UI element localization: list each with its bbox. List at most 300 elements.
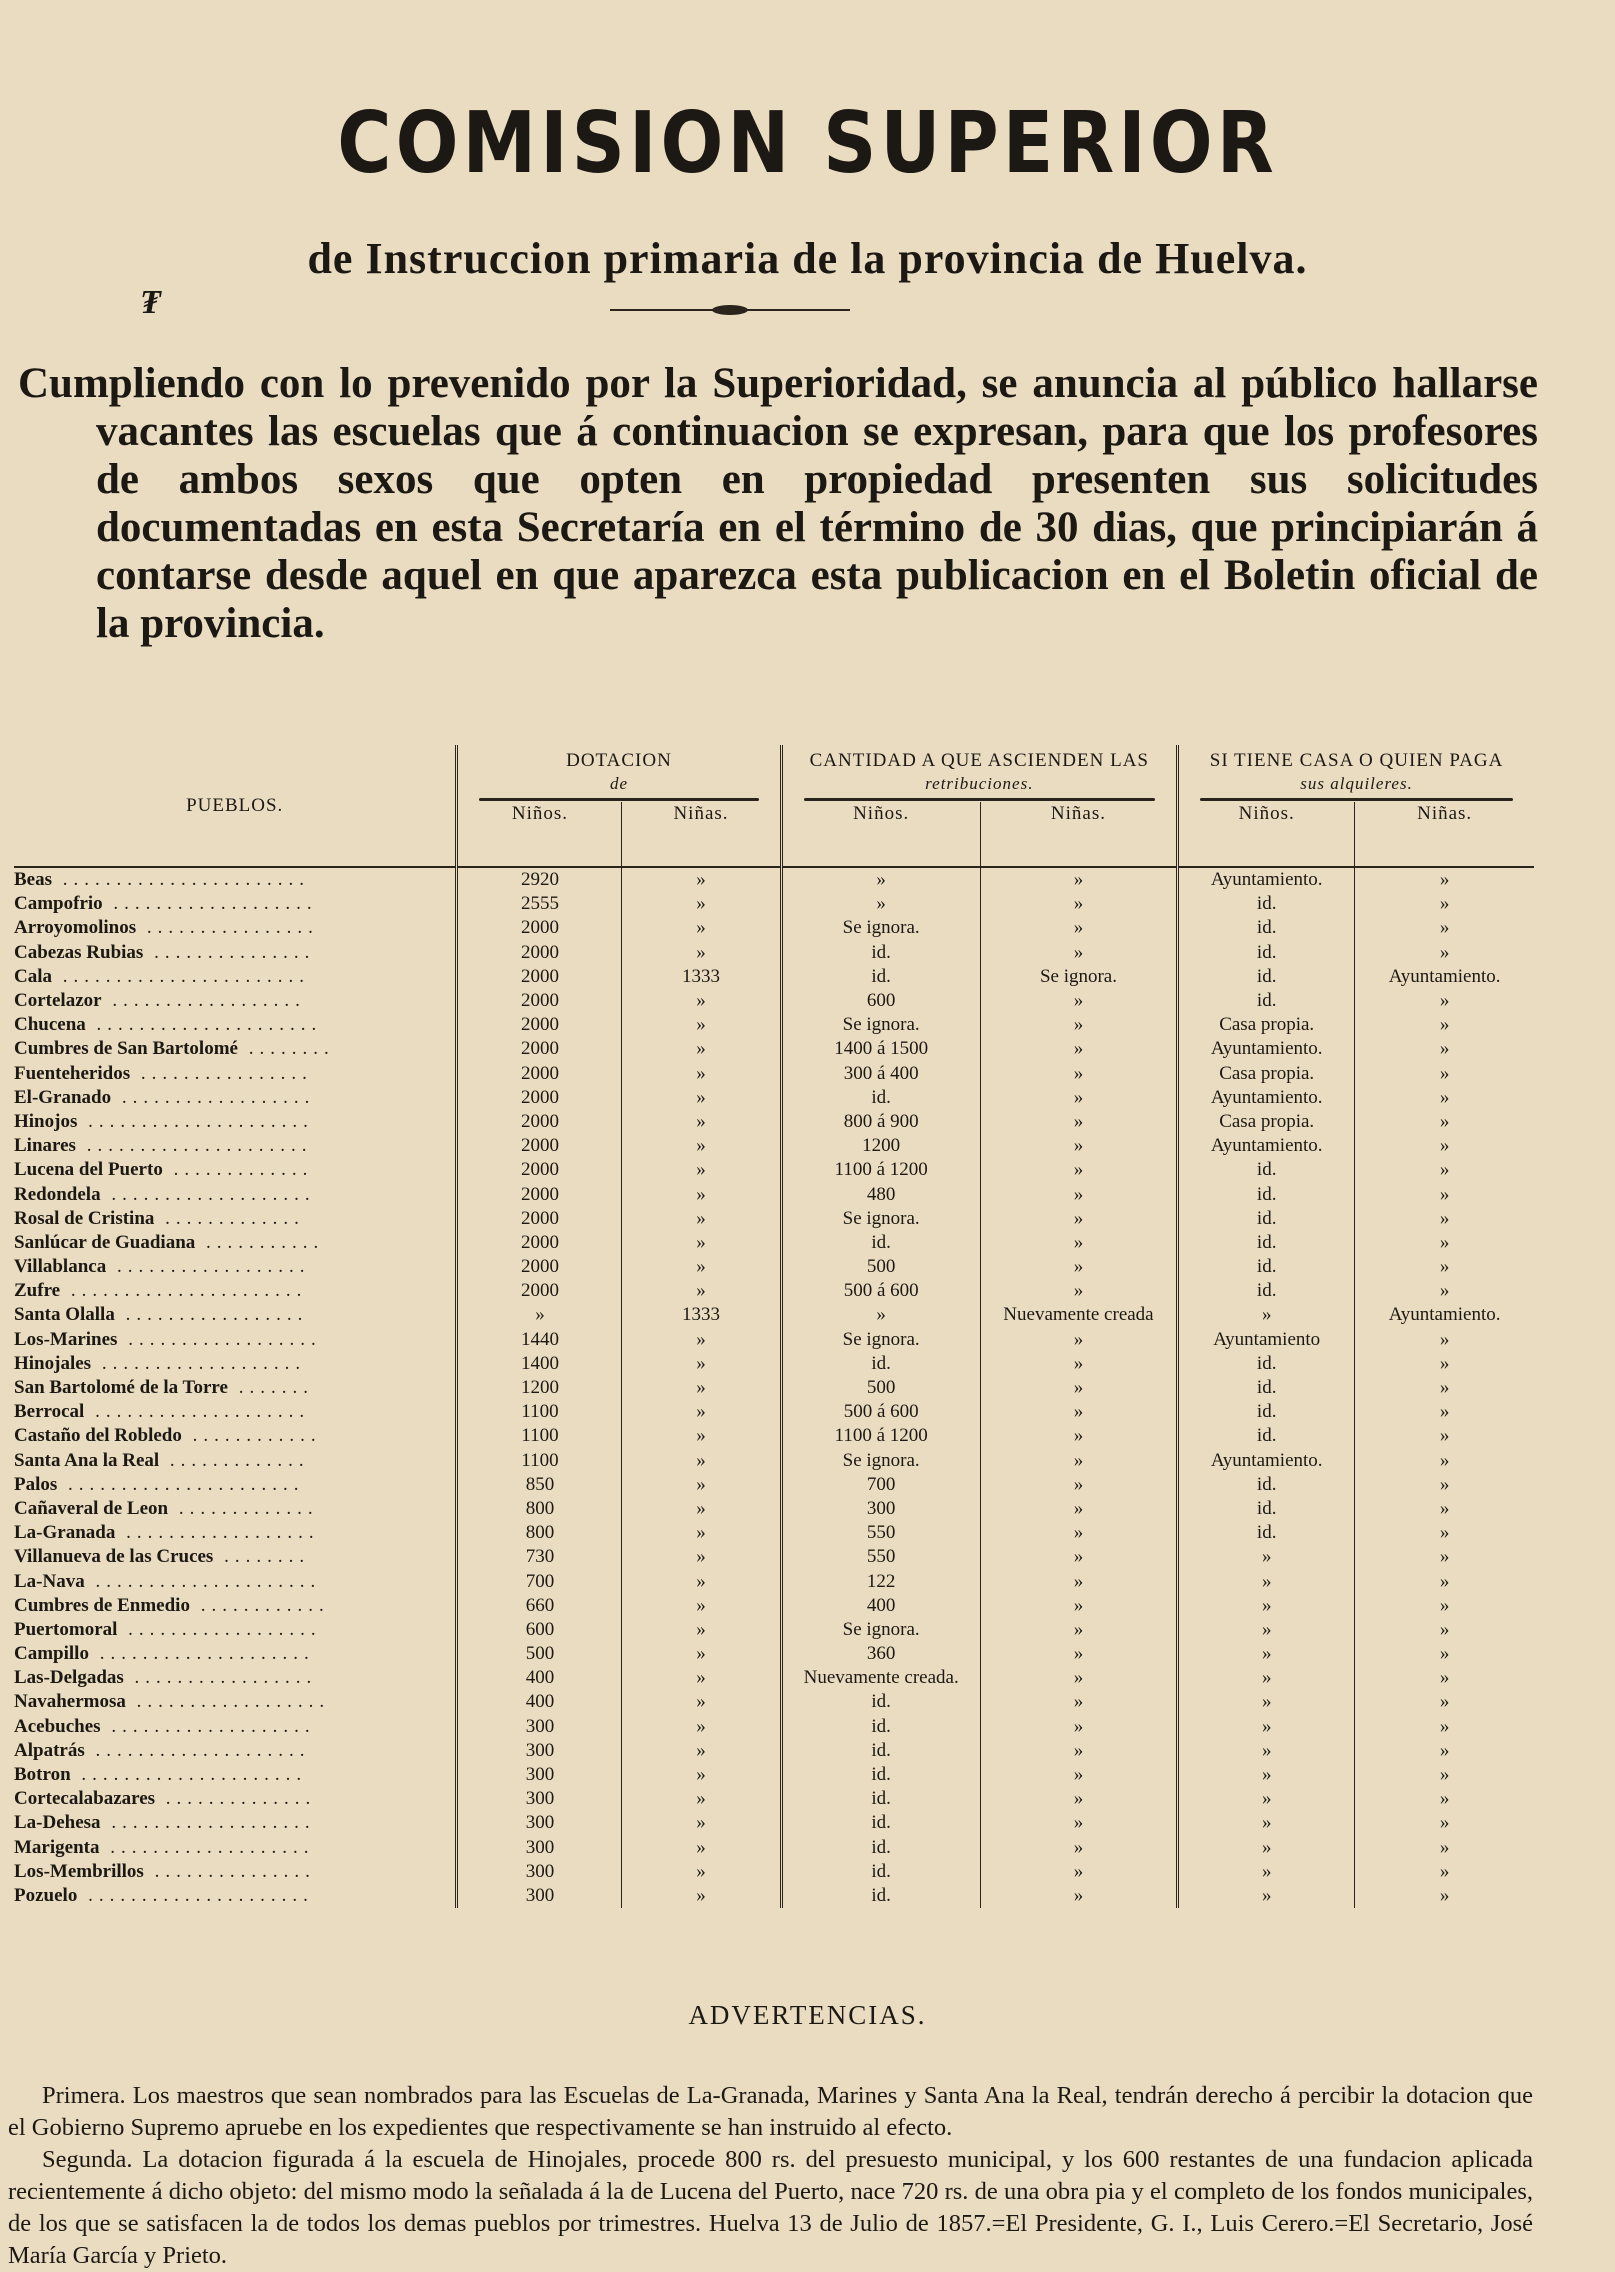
table-row [14, 1618, 1534, 1642]
pueblo-label: Palos [14, 1473, 58, 1495]
cell-pueblo-name [14, 1497, 457, 1521]
cell-cantidad-ninos: 122 [781, 1569, 980, 1593]
header-dotacion-sub: de [609, 774, 628, 793]
cell-casa-ninas: » [1439, 1159, 1450, 1181]
header-dotacion-rule [479, 798, 758, 801]
pueblo-label: Arroyomolinos [14, 917, 137, 939]
cell-casa-ninas: » [1439, 1352, 1450, 1374]
cell-cantidad-ninas: » [980, 1618, 1177, 1642]
cell-cantidad-ninas: » [980, 1231, 1177, 1255]
cell-pueblo-name [14, 1376, 457, 1400]
cell-casa-ninas: Ayuntamiento. [1388, 965, 1501, 987]
table-row [14, 1763, 1534, 1787]
cell-pueblo-name [14, 1836, 457, 1860]
table-row [14, 1207, 1534, 1231]
cell-cantidad-ninas: » [980, 1207, 1177, 1231]
cell-dotacion-ninos: 850 [457, 1473, 622, 1497]
header-casa-sub: sus alquileres. [1300, 774, 1413, 793]
cell-cantidad-ninos: id. [781, 1739, 980, 1763]
cell-cantidad-ninas: » [980, 1690, 1177, 1714]
cell-casa-ninas: » [1439, 1836, 1450, 1858]
cell-casa-ninos: id. [1178, 1182, 1355, 1206]
cell-pueblo-name [14, 1642, 457, 1666]
cell-pueblo-name [14, 1811, 457, 1835]
leader-dots: .................. [117, 1328, 322, 1350]
cell-cantidad-ninos: 500 á 600 [781, 1279, 980, 1303]
cell-dotacion-ninos: 400 [457, 1666, 622, 1690]
cell-casa-ninas: » [1439, 941, 1450, 963]
cell-pueblo-name [14, 1860, 457, 1884]
leader-dots: ............. [154, 1207, 305, 1229]
cell-dotacion-ninos: 1100 [457, 1400, 622, 1424]
table-row [14, 1497, 1534, 1521]
cell-cantidad-ninas: » [980, 1763, 1177, 1787]
cell-cantidad-ninas: » [980, 1715, 1177, 1739]
cell-casa-ninos: Ayuntamiento. [1178, 1449, 1355, 1473]
leader-dots: ........ [213, 1546, 311, 1568]
advertencia-segunda: Segunda. La dotacion figurada á la escuela de Hinojales, procede 800 rs. del presuesto municipal, y los 600 restantes de una fundacion aplicada recientemente á dicho objeto: del mismo modo la señalada á la de Lucena del Puerto, nace 720 rs. de una obra pia y el completo de los fondos municipales, de los que se satisfacen la de todos los demas pueblos por trimestres. Huelva 13 de Julio de 1857.=El Presidente, G. I., Luis Cerero.=El Secretario, José María García y Prieto. [8, 2146, 1533, 2269]
cell-pueblo-name [14, 1182, 457, 1206]
cell-casa-ninos: » [1178, 1739, 1355, 1763]
cell-casa-ninos: Casa propia. [1178, 1110, 1355, 1134]
cell-cantidad-ninos: id. [781, 1763, 980, 1787]
header-dotacion-title: DOTACION [566, 750, 672, 771]
cell-cantidad-ninos: id. [781, 965, 980, 989]
cell-cantidad-ninas: » [980, 1811, 1177, 1835]
cell-dotacion-ninos: 730 [457, 1545, 622, 1569]
cell-cantidad-ninas: » [980, 1545, 1177, 1569]
cell-dotacion-ninos: 1100 [457, 1449, 622, 1473]
leader-dots: ................... [99, 1836, 315, 1858]
cell-pueblo-name [14, 916, 457, 940]
cell-cantidad-ninos: 700 [781, 1473, 980, 1497]
cell-pueblo-name [14, 1618, 457, 1642]
cell-casa-ninas: » [1439, 1860, 1450, 1882]
cell-dotacion-ninas: » [622, 1666, 781, 1690]
cell-pueblo-name [14, 1207, 457, 1231]
leader-dots: .................. [125, 1691, 331, 1713]
cell-cantidad-ninos: 500 á 600 [781, 1400, 980, 1424]
cell-cantidad-ninas: » [980, 1424, 1177, 1448]
leader-dots: ............. [159, 1449, 310, 1471]
leader-dots: .............. [155, 1788, 317, 1810]
cell-pueblo-name [14, 965, 457, 989]
cell-cantidad-ninos: 1100 á 1200 [781, 1158, 980, 1182]
leader-dots: .................. [115, 1522, 320, 1544]
cell-cantidad-ninos: 1200 [781, 1134, 980, 1158]
leader-dots: ............. [162, 1159, 314, 1181]
cell-cantidad-ninas: » [980, 1884, 1177, 1908]
cell-dotacion-ninos: 2000 [457, 1207, 622, 1231]
cell-casa-ninos: id. [1178, 1376, 1355, 1400]
leader-dots: ........ [237, 1038, 335, 1060]
cell-cantidad-ninas: » [980, 1352, 1177, 1376]
cell-casa-ninas: » [1439, 1207, 1450, 1229]
cell-cantidad-ninos: 480 [781, 1182, 980, 1206]
cell-dotacion-ninos: 2000 [457, 1255, 622, 1279]
cell-dotacion-ninos: 300 [457, 1860, 622, 1884]
pueblo-label: Sanlúcar de Guadiana [14, 1231, 196, 1253]
cell-casa-ninos: » [1178, 1545, 1355, 1569]
cell-cantidad-ninos: » [781, 867, 980, 892]
col-cantidad-ninos: Niños. [781, 802, 980, 867]
cell-casa-ninas: » [1439, 1522, 1450, 1544]
cell-cantidad-ninas: » [980, 1279, 1177, 1303]
cell-dotacion-ninas: » [622, 1424, 781, 1448]
pueblo-label: Beas [14, 869, 52, 891]
table-row [14, 1158, 1534, 1182]
cell-casa-ninos: id. [1178, 989, 1355, 1013]
table-row [14, 1811, 1534, 1835]
header-casa [1178, 745, 1534, 802]
ink-mark: ₮ [140, 282, 161, 322]
cell-casa-ninos: » [1178, 1811, 1355, 1835]
cell-casa-ninos: » [1178, 1860, 1355, 1884]
cell-pueblo-name [14, 1666, 457, 1690]
table-row [14, 1037, 1534, 1061]
cell-dotacion-ninos: 300 [457, 1884, 622, 1908]
cell-cantidad-ninos: Se ignora. [781, 1449, 980, 1473]
table-row [14, 1279, 1534, 1303]
table-row [14, 1884, 1534, 1908]
pueblo-label: Los-Membrillos [14, 1860, 144, 1882]
cell-dotacion-ninos: 2000 [457, 1231, 622, 1255]
cell-dotacion-ninas: » [622, 916, 781, 940]
cell-dotacion-ninas: » [622, 1618, 781, 1642]
cell-cantidad-ninas: » [980, 867, 1177, 892]
cell-casa-ninas: » [1439, 1618, 1450, 1640]
cell-dotacion-ninas: » [622, 1182, 781, 1206]
cell-dotacion-ninas: » [622, 892, 781, 916]
page-subtitle: de Instruccion primaria de la provincia de Huelva. [307, 234, 1308, 283]
pueblo-label: Acebuches [14, 1715, 101, 1737]
cell-pueblo-name [14, 1231, 457, 1255]
intro-paragraph [18, 360, 1538, 648]
table-row [14, 1062, 1534, 1086]
cell-pueblo-name [14, 1328, 457, 1352]
cell-cantidad-ninas: » [980, 1328, 1177, 1352]
header-pueblos: PUEBLOS. [14, 745, 457, 867]
leader-dots: ....................... [52, 965, 310, 987]
cell-dotacion-ninos: 1440 [457, 1328, 622, 1352]
table-row [14, 1473, 1534, 1497]
leader-dots: .................... [84, 1401, 311, 1423]
cell-dotacion-ninos: 2000 [457, 1158, 622, 1182]
cell-dotacion-ninas: » [622, 1497, 781, 1521]
cell-cantidad-ninas: » [980, 1521, 1177, 1545]
cell-cantidad-ninos: » [781, 1303, 980, 1327]
cell-pueblo-name [14, 1690, 457, 1714]
cell-cantidad-ninos: id. [781, 1086, 980, 1110]
cell-dotacion-ninas: » [622, 941, 781, 965]
cell-cantidad-ninas: » [980, 1013, 1177, 1037]
cell-cantidad-ninos: » [781, 892, 980, 916]
cell-dotacion-ninos: 800 [457, 1521, 622, 1545]
cell-dotacion-ninos: 2000 [457, 1279, 622, 1303]
cell-cantidad-ninos: id. [781, 1690, 980, 1714]
pueblo-label: Puertomoral [14, 1618, 118, 1640]
cell-casa-ninos: id. [1178, 916, 1355, 940]
cell-casa-ninos: » [1178, 1836, 1355, 1860]
cell-casa-ninas: » [1439, 1377, 1450, 1399]
cell-casa-ninas: » [1439, 1764, 1450, 1786]
pueblo-label: Las-Delgadas [14, 1667, 124, 1689]
table-row [14, 1739, 1534, 1763]
cell-cantidad-ninos: id. [781, 941, 980, 965]
pueblo-label: Rosal de Cristina [14, 1207, 155, 1229]
cell-cantidad-ninas: Nuevamente creada [980, 1303, 1177, 1327]
cell-dotacion-ninas: » [622, 1231, 781, 1255]
advertencia-primera: Primera. Los maestros que sean nombrados para las Escuelas de La-Granada, Marines y Santa Ana la Real, tendrán derecho á percibir la dotacion que el Gobierno Supremo apruebe en los expedientes que respectivamente se han instruido al efecto. [8, 2082, 1533, 2141]
leader-dots: ................... [100, 1715, 316, 1737]
pueblo-label: Villablanca [14, 1256, 107, 1278]
table-row [14, 1255, 1534, 1279]
table-row [14, 1569, 1534, 1593]
table-row [14, 941, 1534, 965]
cell-dotacion-ninas: » [622, 1328, 781, 1352]
cell-casa-ninos: id. [1178, 1473, 1355, 1497]
cell-dotacion-ninas: » [622, 1255, 781, 1279]
cell-casa-ninas: » [1439, 1812, 1450, 1834]
pueblo-label: Villanueva de las Cruces [14, 1546, 214, 1568]
cell-dotacion-ninos: 2000 [457, 941, 622, 965]
cell-dotacion-ninos: 2000 [457, 1037, 622, 1061]
cell-dotacion-ninas: » [622, 1521, 781, 1545]
table-row [14, 1013, 1534, 1037]
table-row [14, 1134, 1534, 1158]
col-casa-ninas: Niñas. [1355, 802, 1534, 867]
cell-dotacion-ninas: » [622, 1884, 781, 1908]
cell-casa-ninas: » [1439, 1473, 1450, 1495]
cell-casa-ninas: » [1439, 1594, 1450, 1616]
cell-cantidad-ninas: » [980, 1449, 1177, 1473]
leader-dots: .................. [101, 990, 306, 1012]
cell-casa-ninos: id. [1178, 941, 1355, 965]
cell-cantidad-ninas: » [980, 941, 1177, 965]
cell-cantidad-ninos: id. [781, 1352, 980, 1376]
cell-dotacion-ninas: » [622, 1110, 781, 1134]
cell-dotacion-ninas: » [622, 1690, 781, 1714]
cell-dotacion-ninas: 1333 [622, 1303, 781, 1327]
cell-cantidad-ninos: id. [781, 1715, 980, 1739]
pueblo-label: Redondela [14, 1183, 101, 1205]
cell-cantidad-ninos: 500 [781, 1255, 980, 1279]
cell-casa-ninos: id. [1178, 965, 1355, 989]
cell-casa-ninas: » [1439, 990, 1450, 1012]
cell-casa-ninas: » [1439, 1328, 1450, 1350]
cell-casa-ninas: » [1439, 1401, 1450, 1423]
cell-dotacion-ninos: 300 [457, 1763, 622, 1787]
leader-dots: ................. [123, 1667, 318, 1689]
cell-pueblo-name [14, 1037, 457, 1061]
cell-casa-ninas: » [1439, 1643, 1450, 1665]
cell-pueblo-name [14, 892, 457, 916]
cell-casa-ninas: » [1439, 1280, 1450, 1302]
leader-dots: .................. [117, 1618, 322, 1640]
cell-casa-ninos: Ayuntamiento. [1178, 867, 1355, 892]
table-row [14, 1400, 1534, 1424]
cell-cantidad-ninos: 800 á 900 [781, 1110, 980, 1134]
cell-pueblo-name [14, 1884, 457, 1908]
cell-dotacion-ninos: 2000 [457, 916, 622, 940]
advertencias-body [8, 2080, 1533, 2272]
cell-casa-ninas: » [1439, 1546, 1450, 1568]
cell-dotacion-ninas: » [622, 1207, 781, 1231]
cell-casa-ninos: Ayuntamiento [1178, 1328, 1355, 1352]
cell-pueblo-name [14, 1787, 457, 1811]
pueblo-label: Botron [14, 1764, 71, 1786]
cell-cantidad-ninas: » [980, 1110, 1177, 1134]
cell-cantidad-ninas: » [980, 1376, 1177, 1400]
leader-dots: ..................... [75, 1135, 313, 1157]
leader-dots: ................ [130, 1062, 313, 1084]
cell-casa-ninas: » [1439, 1788, 1450, 1810]
cell-dotacion-ninas: » [622, 1569, 781, 1593]
cell-casa-ninas: » [1439, 1497, 1450, 1519]
cell-cantidad-ninos: id. [781, 1811, 980, 1835]
cell-cantidad-ninos: Se ignora. [781, 1328, 980, 1352]
cell-casa-ninos: » [1178, 1787, 1355, 1811]
cell-casa-ninos: id. [1178, 1279, 1355, 1303]
cell-cantidad-ninas: » [980, 1134, 1177, 1158]
cell-casa-ninos: » [1178, 1715, 1355, 1739]
cell-casa-ninos: Casa propia. [1178, 1013, 1355, 1037]
table-row [14, 1110, 1534, 1134]
pueblo-label: Cumbres de San Bartolomé [14, 1038, 238, 1060]
cell-cantidad-ninos: 300 [781, 1497, 980, 1521]
cell-cantidad-ninos: 600 [781, 989, 980, 1013]
cell-dotacion-ninas: 1333 [622, 965, 781, 989]
table-row [14, 1352, 1534, 1376]
cell-casa-ninos: id. [1178, 1521, 1355, 1545]
leader-dots: ..................... [84, 1570, 322, 1592]
page-title: COMISION SUPERIOR [337, 93, 1278, 193]
cell-dotacion-ninas: » [622, 1449, 781, 1473]
cell-pueblo-name [14, 1279, 457, 1303]
cell-dotacion-ninos: 400 [457, 1690, 622, 1714]
cell-pueblo-name [14, 1545, 457, 1569]
cell-dotacion-ninos: 1100 [457, 1424, 622, 1448]
cell-dotacion-ninos: 2000 [457, 1134, 622, 1158]
cell-casa-ninos: » [1178, 1763, 1355, 1787]
cell-dotacion-ninos: 300 [457, 1811, 622, 1835]
cell-dotacion-ninas: » [622, 1787, 781, 1811]
leader-dots: .................... [84, 1739, 311, 1761]
cell-casa-ninos: id. [1178, 1207, 1355, 1231]
cell-pueblo-name [14, 1763, 457, 1787]
table-row [14, 1545, 1534, 1569]
pueblo-label: Hinojos [14, 1110, 78, 1132]
cell-dotacion-ninas: » [622, 1134, 781, 1158]
cell-cantidad-ninas: » [980, 1037, 1177, 1061]
pueblo-label: Fuenteheridos [14, 1062, 131, 1084]
pueblo-label: Cortecalabazares [14, 1788, 156, 1810]
cell-casa-ninas: » [1439, 1715, 1450, 1737]
pueblo-label: Cañaveral de Leon [14, 1497, 169, 1519]
cell-cantidad-ninos: 500 [781, 1376, 980, 1400]
pueblo-label: Pozuelo [14, 1884, 78, 1906]
cell-pueblo-name [14, 1473, 457, 1497]
cell-casa-ninos: » [1178, 1618, 1355, 1642]
cell-cantidad-ninas: » [980, 1642, 1177, 1666]
cell-dotacion-ninas: » [622, 1811, 781, 1835]
pueblo-label: Berrocal [14, 1401, 85, 1423]
leader-dots: ............... [143, 1860, 316, 1882]
table-row [14, 1836, 1534, 1860]
cell-casa-ninos: Ayuntamiento. [1178, 1086, 1355, 1110]
cell-cantidad-ninas: » [980, 1594, 1177, 1618]
cell-dotacion-ninas: » [622, 1037, 781, 1061]
pueblo-label: Cumbres de Enmedio [14, 1594, 190, 1616]
cell-cantidad-ninos: Se ignora. [781, 1207, 980, 1231]
cell-cantidad-ninos: id. [781, 1836, 980, 1860]
cell-casa-ninas: » [1439, 1110, 1450, 1132]
cell-dotacion-ninas: » [622, 1642, 781, 1666]
leader-dots: ................... [100, 1183, 316, 1205]
cell-dotacion-ninas: » [622, 1158, 781, 1182]
cell-dotacion-ninas: » [622, 1062, 781, 1086]
cell-casa-ninos: Casa propia. [1178, 1062, 1355, 1086]
pueblo-label: Alpatrás [14, 1739, 85, 1761]
header-cantidad-rule [804, 798, 1156, 801]
cell-cantidad-ninas: Se ignora. [980, 965, 1177, 989]
cell-dotacion-ninos: 600 [457, 1618, 622, 1642]
cell-casa-ninas: » [1439, 1062, 1450, 1084]
table-row [14, 1424, 1534, 1448]
table-row [14, 867, 1534, 892]
leader-dots: ................... [91, 1352, 307, 1374]
leader-dots: ...................... [60, 1280, 308, 1302]
cell-pueblo-name [14, 1158, 457, 1182]
table-row [14, 1449, 1534, 1473]
cell-dotacion-ninas: » [622, 1013, 781, 1037]
table-row [14, 1303, 1534, 1327]
cell-pueblo-name [14, 1521, 457, 1545]
cell-casa-ninos: id. [1178, 1231, 1355, 1255]
cell-cantidad-ninos: 550 [781, 1521, 980, 1545]
cell-cantidad-ninos: Nuevamente creada. [781, 1666, 980, 1690]
pueblo-label: Cabezas Rubias [14, 941, 144, 963]
cell-casa-ninos: id. [1178, 1158, 1355, 1182]
cell-dotacion-ninos: 300 [457, 1715, 622, 1739]
cell-cantidad-ninos: 400 [781, 1594, 980, 1618]
leader-dots: ....... [227, 1377, 314, 1399]
cell-cantidad-ninas: » [980, 1497, 1177, 1521]
cell-cantidad-ninas: » [980, 1473, 1177, 1497]
cell-pueblo-name [14, 1594, 457, 1618]
cell-casa-ninas: » [1439, 1449, 1450, 1471]
table-row [14, 1182, 1534, 1206]
intro-text: Cumpliendo con lo prevenido por la Superioridad, se anuncia al público hallarse vacantes las escuelas que á continuacion se expresan, para que los profesores de ambos sexos que opten en propiedad presenten sus solicitudes documentadas en esta Secretaría en el término de 30 dias, que principiarán á contarse desde aquel en que aparezca esta publicacion en el Boletin oficial de la provincia. [18, 360, 1538, 647]
cell-casa-ninos: Ayuntamiento. [1178, 1134, 1355, 1158]
cell-casa-ninos: id. [1178, 1424, 1355, 1448]
cell-pueblo-name [14, 867, 457, 892]
cell-pueblo-name [14, 1134, 457, 1158]
cell-cantidad-ninos: 1400 á 1500 [781, 1037, 980, 1061]
cell-cantidad-ninas: » [980, 1739, 1177, 1763]
col-dotacion-ninas: Niñas. [622, 802, 781, 867]
cell-dotacion-ninos: 2000 [457, 1110, 622, 1134]
cell-dotacion-ninos: 1200 [457, 1376, 622, 1400]
cell-casa-ninos: id. [1178, 892, 1355, 916]
cell-casa-ninas: » [1439, 1014, 1450, 1036]
cell-pueblo-name [14, 1110, 457, 1134]
cell-casa-ninas: » [1439, 1425, 1450, 1447]
cell-cantidad-ninas: » [980, 1666, 1177, 1690]
cell-pueblo-name [14, 1739, 457, 1763]
cell-cantidad-ninas: » [980, 1086, 1177, 1110]
col-cantidad-ninas: Niñas. [980, 802, 1177, 867]
